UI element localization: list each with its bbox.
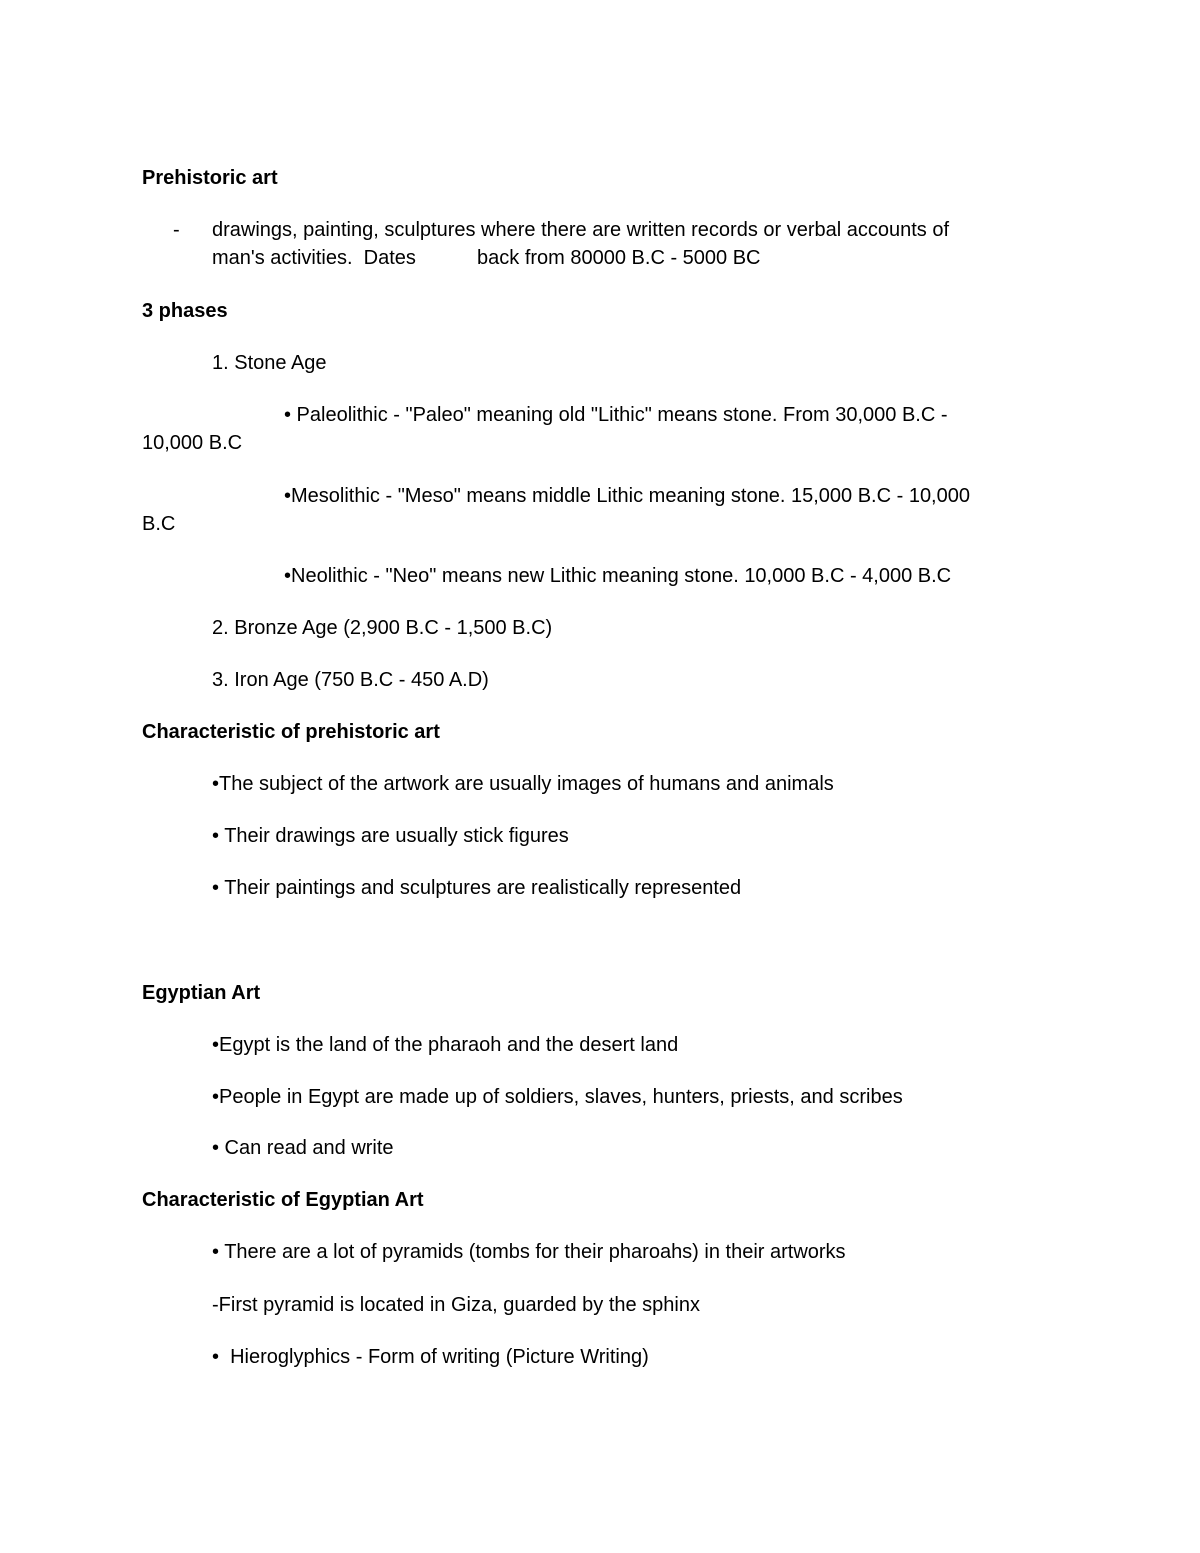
- list-item: •The subject of the artwork are usually images of humans and animals: [212, 773, 834, 795]
- neolithic-line: •Neolithic - "Neo" means new Lithic meaning stone. 10,000 B.C - 4,000 B.C: [284, 565, 952, 587]
- list-item: • Hieroglyphics - Form of writing (Picture Writing): [212, 1346, 649, 1368]
- list-item: -First pyramid is located in Giza, guarded by the sphinx: [212, 1294, 700, 1316]
- list-item: • There are a lot of pyramids (tombs for their pharoahs) in their artworks: [212, 1241, 846, 1263]
- heading-3-phases: 3 phases: [142, 300, 228, 322]
- phase-stone-age: 1. Stone Age: [212, 352, 327, 374]
- list-item: • Can read and write: [212, 1137, 394, 1159]
- definition-line-2: man's activities. Dates back from 80000 B.C - 5000 BC: [212, 247, 761, 269]
- heading-characteristic-prehistoric: Characteristic of prehistoric art: [142, 721, 440, 743]
- paleolithic-line-2: 10,000 B.C: [142, 432, 243, 454]
- mesolithic-line-1: •Mesolithic - "Meso" means middle Lithic meaning stone. 15,000 B.C - 10,000: [284, 485, 970, 507]
- list-item: • Their paintings and sculptures are realistically represented: [212, 877, 742, 899]
- list-item: •Egypt is the land of the pharaoh and the desert land: [212, 1034, 679, 1056]
- mesolithic-line-2: B.C: [142, 513, 176, 535]
- heading-characteristic-egyptian: Characteristic of Egyptian Art: [142, 1189, 424, 1211]
- list-item: • Their drawings are usually stick figures: [212, 825, 569, 847]
- dash-marker: -: [173, 219, 180, 241]
- heading-prehistoric-art: Prehistoric art: [142, 167, 278, 189]
- phase-bronze-age: 2. Bronze Age (2,900 B.C - 1,500 B.C): [212, 617, 553, 639]
- heading-egyptian-art: Egyptian Art: [142, 982, 261, 1004]
- list-item: •People in Egypt are made up of soldiers, slaves, hunters, priests, and scribes: [212, 1086, 903, 1108]
- phase-iron-age: 3. Iron Age (750 B.C - 450 A.D): [212, 669, 489, 691]
- paleolithic-line-1: • Paleolithic - "Paleo" meaning old "Lithic" means stone. From 30,000 B.C -: [284, 404, 948, 426]
- definition-line-1: drawings, painting, sculptures where there are written records or verbal accounts of: [212, 219, 950, 241]
